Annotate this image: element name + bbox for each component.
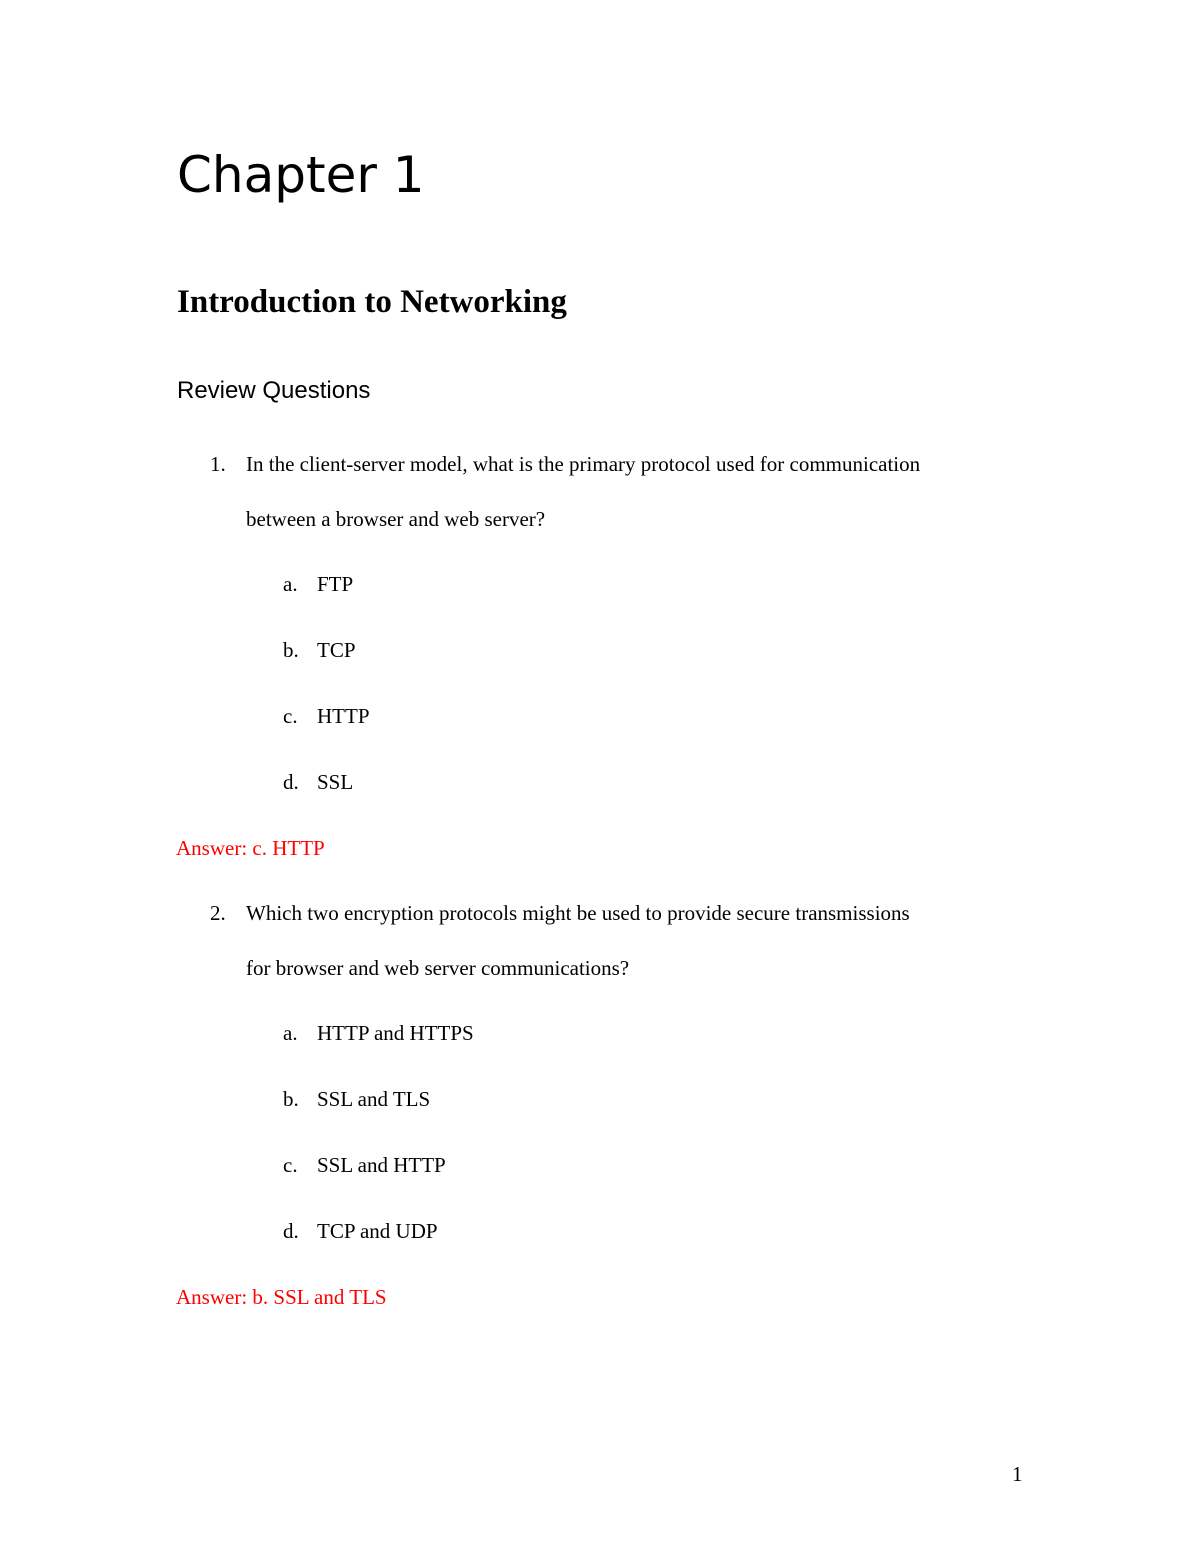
- answer-text: Answer: b. SSL and TLS: [176, 1285, 387, 1309]
- option-text: HTTP: [317, 704, 370, 728]
- question-text-line: In the client-server model, what is the primary protocol used for communication: [246, 452, 921, 476]
- question-text-line: for browser and web server communications?: [246, 956, 630, 980]
- section-title: Introduction to Networking: [177, 284, 567, 320]
- question-text-line: between a browser and web server?: [246, 507, 546, 531]
- option-letter: d.: [283, 1219, 299, 1243]
- page-number: 1: [1012, 1462, 1023, 1486]
- option-text: SSL and TLS: [317, 1087, 431, 1111]
- option-text: SSL: [317, 770, 354, 794]
- question-number: 2.: [210, 901, 226, 925]
- option-text: FTP: [317, 572, 354, 596]
- question-number: 1.: [210, 452, 226, 476]
- option-letter: b.: [283, 1087, 299, 1111]
- option-letter: d.: [283, 770, 299, 794]
- option-letter: c.: [283, 1153, 298, 1177]
- answer-text: Answer: c. HTTP: [176, 836, 325, 860]
- option-text: TCP and UDP: [317, 1219, 438, 1243]
- question-text-line: Which two encryption protocols might be used to provide secure transmissions: [246, 901, 910, 925]
- subsection-title: Review Questions: [177, 377, 371, 404]
- chapter-title: Chapter 1: [177, 146, 425, 204]
- option-letter: a.: [283, 572, 298, 596]
- option-letter: a.: [283, 1021, 298, 1045]
- option-letter: b.: [283, 638, 299, 662]
- option-text: HTTP and HTTPS: [317, 1021, 474, 1045]
- option-letter: c.: [283, 704, 298, 728]
- option-text: TCP: [317, 638, 356, 662]
- option-text: SSL and HTTP: [317, 1153, 446, 1177]
